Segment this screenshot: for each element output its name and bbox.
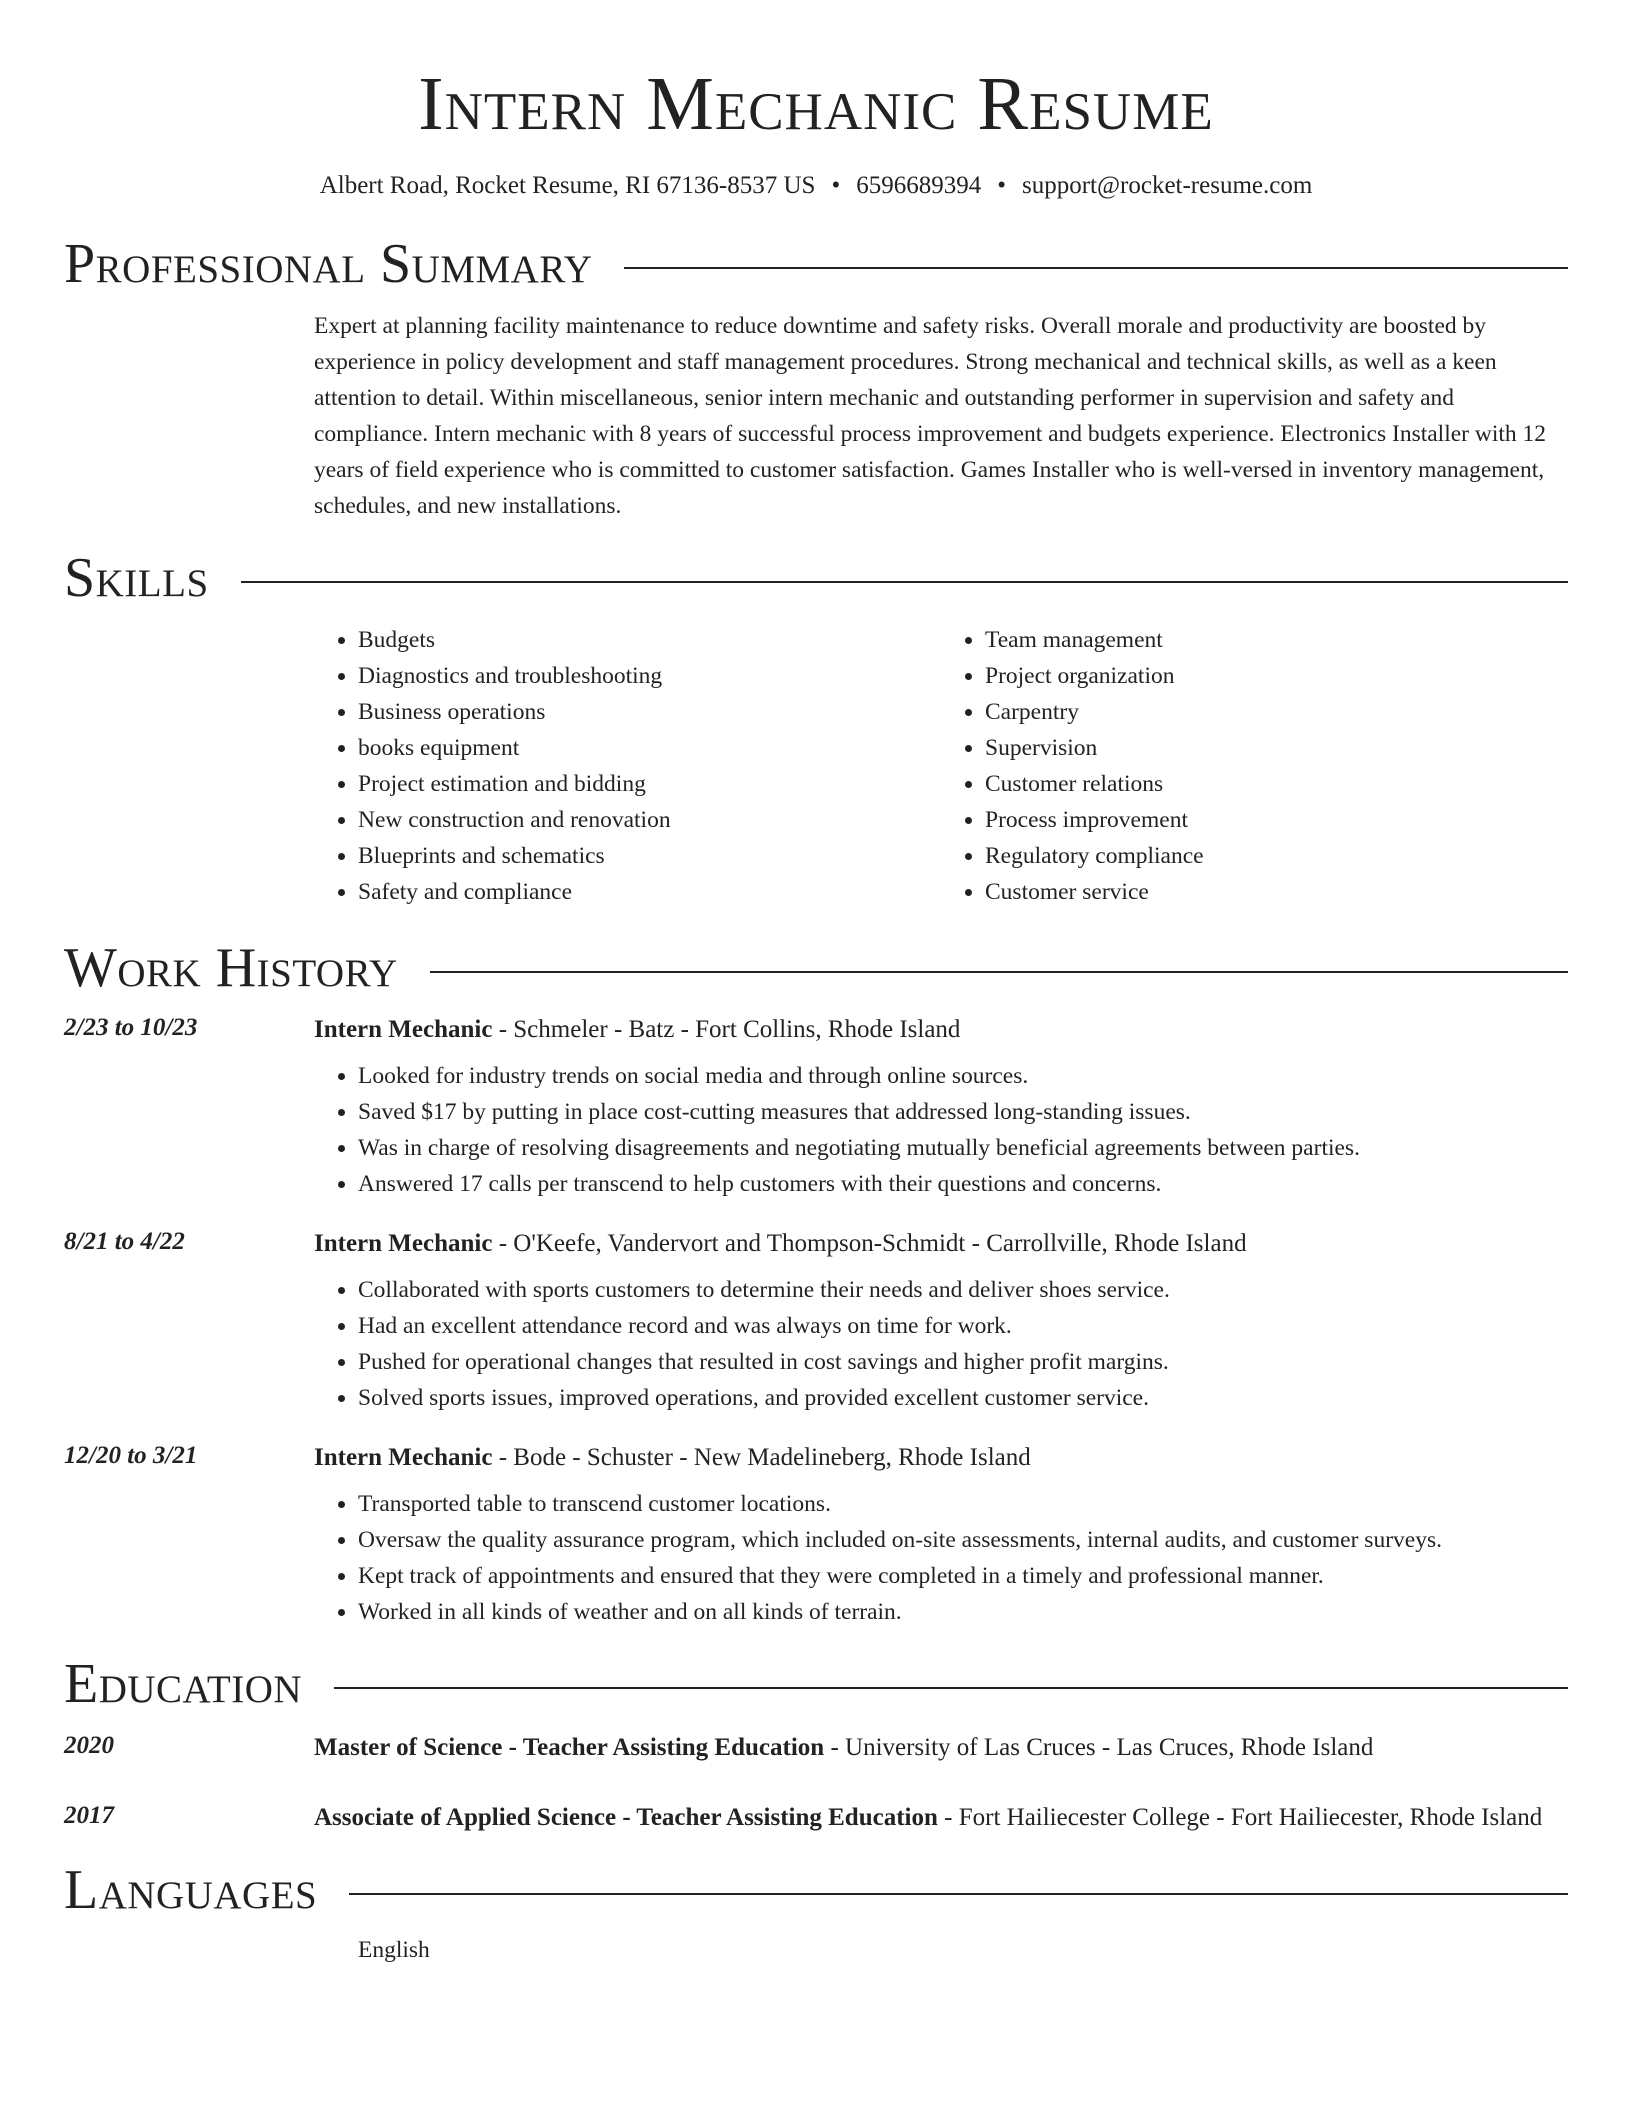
- skill-item: • Project estimation and bidding: [358, 766, 941, 802]
- job-dates: 12/20 to 3/21: [64, 1442, 198, 1469]
- job-bullet: • Worked in all kinds of weather and on all kinds of terrain.: [358, 1594, 1568, 1630]
- job-entry: [64, 1010, 1568, 1202]
- education-school: - Fort Hailiecester College - Fort Hailiecester, Rhode Island: [937, 1804, 1543, 1831]
- skill-item: • Budgets: [358, 622, 941, 658]
- summary-text: Expert at planning facility maintenance to reduce downtime and safety risks. Overall morale and productivity are boosted by experience in policy development and staff management procedures. Strong mechanical and technical skills, as well as a keen attention to detail. Within miscellaneous, senior intern mechanic and outstanding performer in supervision and safety and compliance. Intern mechanic with 8 years of successful process improvement and budgets experience. Electronics Installer with 12 years of field experience who is committed to customer satisfaction. Games Installer who is well-versed in inventory management, schedules, and new installations.: [314, 313, 1547, 519]
- job-entry: [64, 1224, 1568, 1416]
- section-divider: [624, 267, 1568, 269]
- education-school: - University of Las Cruces - Las Cruces, Rhode Island: [824, 1734, 1374, 1761]
- languages-section-header: [64, 1858, 1568, 1922]
- resume-title: Intern Mechanic Resume: [418, 62, 1214, 146]
- job-bullet: • Looked for industry trends on social media and through online sources.: [358, 1058, 1568, 1094]
- education-section-header: [64, 1652, 1568, 1716]
- contact-separator: •: [831, 172, 841, 199]
- summary-heading: Professional Summary: [64, 233, 593, 295]
- skill-item: • Carpentry: [985, 694, 1568, 730]
- job-bullet: • Pushed for operational changes that resulted in cost savings and higher profit margins.: [358, 1344, 1568, 1380]
- skill-item: • Customer service: [985, 874, 1568, 910]
- job-bullet: • Transported table to transcend customer locations.: [358, 1486, 1568, 1522]
- job-bullet: • Oversaw the quality assurance program, which included on-site assessments, internal audits, and customer surveys.: [358, 1522, 1568, 1558]
- contact-address: Albert Road, Rocket Resume, RI 67136-8537 US: [319, 172, 816, 199]
- job-bullet: • Solved sports issues, improved operations, and provided excellent customer service.: [358, 1380, 1568, 1416]
- language-item: English: [358, 1937, 430, 1963]
- job-dates: 2/23 to 10/23: [64, 1014, 198, 1041]
- contact-email: support@rocket-resume.com: [1022, 172, 1313, 199]
- job-entry: [64, 1438, 1568, 1630]
- job-role: Intern Mechanic: [314, 1230, 493, 1257]
- job-bullet: • Was in charge of resolving disagreements and negotiating mutually beneficial agreements between parties.: [358, 1130, 1568, 1166]
- education-entry: [64, 1798, 1568, 1838]
- education-heading-line: [314, 1798, 1568, 1838]
- languages-list: [314, 1932, 1568, 1968]
- education-heading: Education: [64, 1653, 303, 1715]
- skill-item: • Regulatory compliance: [985, 838, 1568, 874]
- skill-item: • Blueprints and schematics: [358, 838, 941, 874]
- job-bullets: [314, 1058, 1568, 1202]
- education-degree: Associate of Applied Science - Teacher Assisting Education: [314, 1804, 938, 1831]
- job-heading: [314, 1010, 1568, 1050]
- section-divider: [241, 581, 1568, 583]
- skill-item: • Process improvement: [985, 802, 1568, 838]
- job-bullet: • Collaborated with sports customers to determine their needs and deliver shoes service.: [358, 1272, 1568, 1308]
- skills-heading: Skills: [64, 547, 209, 609]
- contact-line: [64, 170, 1568, 202]
- job-bullet: • Had an excellent attendance record and was always on time for work.: [358, 1308, 1568, 1344]
- job-bullet: • Kept track of appointments and ensured that they were completed in a timely and professional manner.: [358, 1558, 1568, 1594]
- job-company: - Bode - Schuster - New Madelineberg, Rhode Island: [492, 1444, 1031, 1471]
- job-role: Intern Mechanic: [314, 1016, 493, 1043]
- skills-list: [314, 622, 1568, 910]
- skill-item: • Diagnostics and troubleshooting: [358, 658, 941, 694]
- education-heading-line: [314, 1728, 1568, 1768]
- job-role: Intern Mechanic: [314, 1444, 493, 1471]
- job-dates: 8/21 to 4/22: [64, 1228, 185, 1255]
- skill-item: • Business operations: [358, 694, 941, 730]
- job-heading: [314, 1438, 1568, 1478]
- job-bullet: • Saved $17 by putting in place cost-cutting measures that addressed long-standing issues.: [358, 1094, 1568, 1130]
- skill-item: • Customer relations: [985, 766, 1568, 802]
- languages-heading: Languages: [64, 1859, 318, 1921]
- contact-separator: •: [997, 172, 1006, 199]
- skills-section-header: [64, 546, 1568, 610]
- education-year: 2020: [64, 1732, 114, 1759]
- job-bullet: • Answered 17 calls per transcend to help customers with their questions and concerns.: [358, 1166, 1568, 1202]
- skill-item: • Team management: [985, 622, 1568, 658]
- section-divider: [334, 1687, 1568, 1689]
- education-year: 2017: [64, 1802, 114, 1829]
- section-divider: [349, 1893, 1568, 1895]
- job-bullets: [314, 1486, 1568, 1630]
- job-bullets: [314, 1272, 1568, 1416]
- section-divider: [430, 971, 1568, 973]
- skills-column-right: [941, 622, 1568, 910]
- skill-item: • New construction and renovation: [358, 802, 941, 838]
- contact-phone: 6596689394: [856, 172, 982, 199]
- skill-item: • Supervision: [985, 730, 1568, 766]
- skill-item: • Safety and compliance: [358, 874, 941, 910]
- education-entry: [64, 1728, 1568, 1768]
- job-heading: [314, 1224, 1568, 1264]
- skill-item: • books equipment: [358, 730, 941, 766]
- skill-item: • Project organization: [985, 658, 1568, 694]
- job-company: - Schmeler - Batz - Fort Collins, Rhode Island: [492, 1016, 961, 1043]
- education-degree: Master of Science - Teacher Assisting Education: [314, 1734, 825, 1761]
- skills-column-left: [314, 622, 941, 910]
- summary-section-header: [64, 232, 1568, 296]
- work-heading: Work History: [64, 937, 398, 999]
- job-company: - O'Keefe, Vandervort and Thompson-Schmidt - Carrollville, Rhode Island: [492, 1230, 1247, 1257]
- work-section-header: [64, 936, 1568, 1000]
